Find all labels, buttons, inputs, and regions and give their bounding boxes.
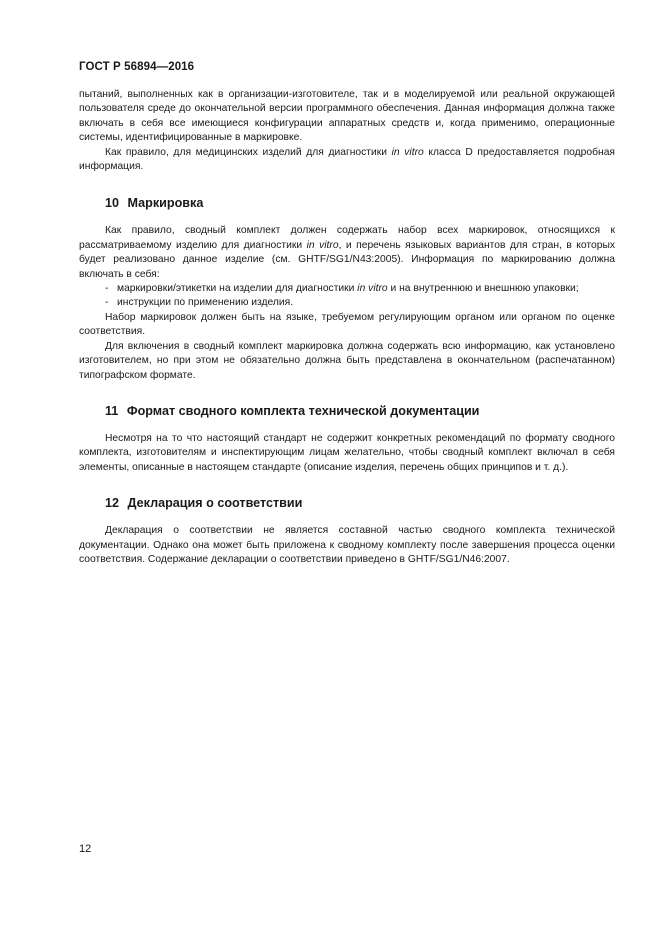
section-10-paragraph-3: Для включения в сводный комплект маркировка должна содержать всю информацию, как установлено изготовителем, но при этом не обязательно должна быть представлена в окончательном (распечатанном) типографском формате. [79, 340, 615, 381]
section-10-paragraph-2: Набор маркировок должен быть на языке, требуемом регулирующим органом или органом по оценке соответствия. [79, 311, 615, 338]
section-10-heading: 10 Маркировка [105, 196, 204, 211]
document-code: ГОСТ Р 56894—2016 [79, 61, 195, 73]
section-11-heading: 11 Формат сводного комплекта технической документации [105, 403, 480, 418]
page-content [79, 88, 615, 567]
section-12-paragraph-1: Декларация о соответствии не является составной частью сводного комплекта технической документации. Однако она может быть приложена к сводному комплекту после завершения процесса оценки соответствия. Содержание декларации о соответствии приведено в GHTF/SG1/N46:2007. [79, 525, 615, 565]
page-number: 12 [79, 843, 92, 855]
section-12-heading: 12 Декларация о соответствии [105, 496, 303, 511]
list-item: - инструкции по применению изделия. [105, 297, 294, 309]
intro-paragraph: пытаний, выполненных как в организации-изготовителе, так и в моделируемой или реальной окружающей пользователя среде до окончательной версии программного обеспечения. Данная информация должна также включать в себя все имеющиеся конфигурации аппаратных средств и, когда применимо, операционные системы, идентифицированные в маркировке. [79, 89, 615, 144]
section-11-paragraph-1: Несмотря на то что настоящий стандарт не содержит конкретных рекомендаций по формату сводного комплекта, изготовителям и инспектирующим лицам желательно, чтобы сводный комплект включал в себя элементы, описанные в настоящем стандарте (описание изделия, перечень общих принципов и т. д.). [79, 432, 615, 473]
section-10-paragraph-1: Как правило, сводный комплект должен содержать набор всех маркировок, относящихся к рассматриваемому изделию для диагностики in vitro, и перечень языковых вариантов для стран, в которых будет реализовано данное изделие (см. GHTF/SG1/N43:2005). Информация по маркированию должна включать в себя: [79, 225, 616, 280]
intro-paragraph-2: Как правило, для медицинских изделий для диагностики in vitro класса D предоставляется подробная информация. [79, 146, 615, 173]
list-item: - маркировки/этикетки на изделии для диагностики in vitro и на внутреннюю и внешнюю упаковки; [105, 283, 579, 295]
